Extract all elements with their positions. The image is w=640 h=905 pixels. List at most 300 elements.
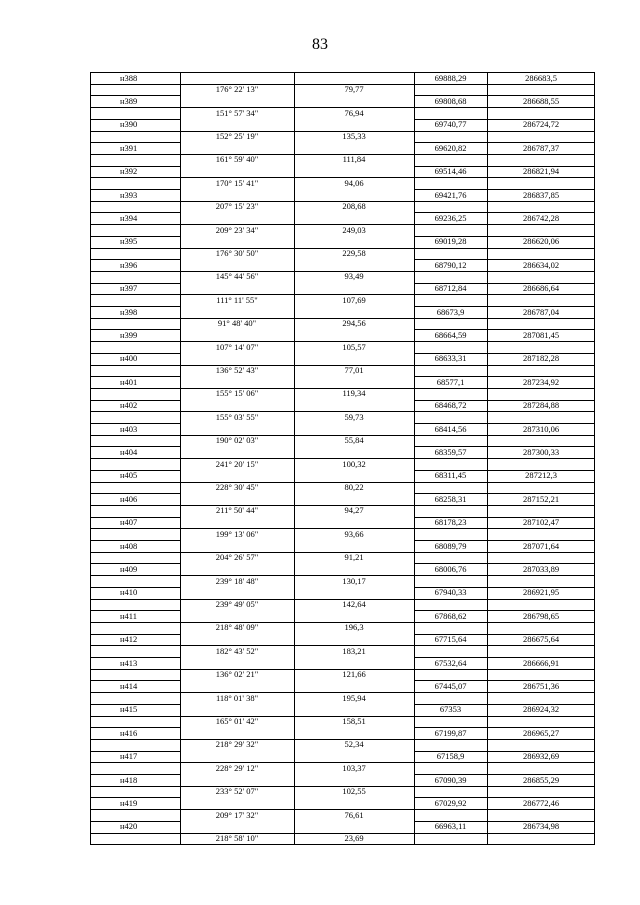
table-rule [90, 458, 595, 459]
coord-y: 286798,65 [522, 610, 560, 621]
point-row [90, 680, 595, 692]
table-rule [90, 727, 180, 728]
coord-x: 68089,79 [434, 540, 467, 551]
table-rule [414, 119, 595, 120]
direction-angle: 155° 15' 06" [215, 388, 259, 399]
table-rule [90, 72, 595, 73]
table-rule [414, 166, 595, 167]
segment-length: 93,66 [344, 528, 364, 539]
direction-angle: 176° 22' 13" [215, 84, 259, 95]
direction-angle: 118° 01' 38" [215, 692, 259, 703]
table-rule [414, 587, 595, 588]
direction-angle: 241° 20' 15" [215, 458, 259, 469]
column-rule [414, 72, 415, 844]
table-rule [90, 271, 595, 272]
table-rule [414, 376, 595, 377]
coord-x: 68414,56 [434, 423, 467, 434]
table-rule [90, 587, 180, 588]
coord-x: 68664,59 [434, 329, 467, 340]
direction-angle: 111° 11' 55" [216, 294, 258, 305]
table-rule [414, 751, 595, 752]
segment-row [90, 107, 595, 119]
point-row [90, 704, 595, 716]
table-rule [90, 236, 180, 237]
point-row [90, 119, 595, 131]
point-name: н402 [120, 400, 138, 411]
segment-length: 94,27 [344, 505, 364, 516]
coord-x: 68673,9 [436, 306, 465, 317]
direction-angle: 152° 25' 19" [215, 131, 259, 142]
coord-y: 287033,89 [522, 563, 560, 574]
coord-x: 66963,11 [434, 821, 467, 832]
table-rule [90, 107, 595, 108]
segment-row [90, 294, 595, 306]
point-row [90, 329, 595, 341]
table-rule [414, 259, 595, 260]
point-name: н406 [120, 493, 138, 504]
page-number: 83 [312, 36, 328, 53]
table-rule [90, 306, 180, 307]
coord-y: 286683,5 [525, 72, 557, 83]
direction-angle: 182° 43' 52" [215, 645, 259, 656]
point-row [90, 751, 595, 763]
table-rule [414, 680, 595, 681]
table-rule [90, 657, 180, 658]
coord-y: 286772,46 [522, 797, 560, 808]
point-name: н419 [120, 797, 138, 808]
table-rule [90, 634, 180, 635]
segment-row [90, 248, 595, 260]
table-rule [414, 446, 595, 447]
point-name: н407 [120, 517, 138, 528]
direction-angle: 161° 59' 40" [215, 154, 259, 165]
table-rule [90, 622, 595, 623]
point-name: н410 [120, 587, 138, 598]
segment-length: 103,37 [342, 762, 366, 773]
table-rule [90, 704, 180, 705]
segment-length: 93,49 [344, 271, 364, 282]
segment-row [90, 435, 595, 447]
table-rule [90, 493, 180, 494]
coord-x: 67445,07 [434, 680, 467, 691]
segment-row [90, 388, 595, 400]
segment-length: 23,69 [344, 833, 364, 844]
table-rule [90, 119, 180, 120]
coord-y: 287071,64 [522, 540, 560, 551]
coord-x: 67868,62 [434, 610, 467, 621]
segment-length: 76,94 [344, 107, 364, 118]
table-rule [414, 797, 595, 798]
table-rule [414, 634, 595, 635]
table-rule [90, 224, 595, 225]
table-rule [90, 177, 595, 178]
table-rule [414, 540, 595, 541]
point-name: н400 [120, 353, 138, 364]
coord-y: 286855,29 [522, 774, 560, 785]
segment-length: 208,68 [342, 201, 366, 212]
point-row [90, 540, 595, 552]
table-rule [90, 166, 180, 167]
table-rule [90, 435, 595, 436]
table-rule [414, 610, 595, 611]
table-rule [414, 657, 595, 658]
segment-row [90, 224, 595, 236]
table-rule [90, 423, 180, 424]
segment-length: 94,06 [344, 177, 364, 188]
point-name: н405 [120, 470, 138, 481]
table-rule [90, 821, 180, 822]
segment-row [90, 84, 595, 96]
segment-length: 195,94 [342, 692, 366, 703]
coord-y: 287081,45 [522, 329, 560, 340]
table-rule [90, 610, 180, 611]
coord-x: 69236,25 [434, 212, 467, 223]
coord-x: 68359,57 [434, 446, 467, 457]
direction-angle: 211° 50' 44" [215, 505, 259, 516]
coord-x: 68468,72 [434, 400, 467, 411]
coord-y: 287284,88 [522, 400, 560, 411]
direction-angle: 239° 18' 48" [215, 575, 259, 586]
table-rule [414, 517, 595, 518]
column-rule [180, 72, 181, 844]
point-name: н420 [120, 821, 138, 832]
coord-x: 68006,76 [434, 563, 467, 574]
table-rule [90, 400, 180, 401]
point-name: н394 [120, 212, 138, 223]
table-rule [414, 470, 595, 471]
direction-angle: 228° 30' 45" [215, 482, 259, 493]
coord-y: 286742,28 [522, 212, 560, 223]
segment-row [90, 669, 595, 681]
segment-length: 249,03 [342, 224, 366, 235]
segment-row [90, 599, 595, 611]
table-rule [90, 411, 595, 412]
coord-x: 69514,46 [434, 166, 467, 177]
point-row [90, 610, 595, 622]
direction-angle: 155° 03' 55" [215, 411, 259, 422]
table-rule [90, 376, 180, 377]
segment-row [90, 716, 595, 728]
point-name: н398 [120, 306, 138, 317]
table-rule [90, 645, 595, 646]
table-rule [90, 716, 595, 717]
point-row [90, 400, 595, 412]
segment-row [90, 154, 595, 166]
table-rule [90, 669, 595, 670]
point-name: н392 [120, 166, 138, 177]
table-rule [414, 353, 595, 354]
coord-y: 286821,94 [522, 166, 560, 177]
coord-y: 286620,06 [522, 236, 560, 247]
direction-angle: 107° 14' 07" [215, 341, 259, 352]
coord-x: 67940,33 [434, 587, 467, 598]
segment-length: 196,3 [344, 622, 364, 633]
table-rule [90, 774, 180, 775]
direction-angle: 91° 48' 40" [217, 318, 257, 329]
point-name: н418 [120, 774, 138, 785]
table-rule [90, 318, 595, 319]
point-row [90, 353, 595, 365]
segment-row [90, 177, 595, 189]
table-rule [90, 599, 595, 600]
coord-x: 67353 [439, 704, 462, 715]
point-row [90, 259, 595, 271]
coord-x: 67158,9 [436, 751, 465, 762]
segment-length: 119,34 [342, 388, 366, 399]
direction-angle: 218° 48' 09" [215, 622, 259, 633]
direction-angle: 176° 30' 50" [215, 248, 259, 259]
coord-y: 286634,02 [522, 259, 560, 270]
point-row [90, 283, 595, 295]
coord-y: 286751,36 [522, 680, 560, 691]
point-name: н414 [120, 680, 138, 691]
table-rule [414, 423, 595, 424]
coord-x: 68258,31 [434, 493, 467, 504]
table-rule [90, 248, 595, 249]
table-rule [90, 365, 595, 366]
segment-row [90, 552, 595, 564]
point-name: н413 [120, 657, 138, 668]
table-rule [90, 762, 595, 763]
point-row [90, 563, 595, 575]
coord-x: 67199,87 [434, 727, 467, 738]
coord-y: 286787,04 [522, 306, 560, 317]
segment-length: 102,55 [342, 786, 366, 797]
direction-angle: 136° 52' 43" [215, 365, 259, 376]
segment-length: 80,22 [344, 482, 364, 493]
point-row [90, 727, 595, 739]
point-name: н411 [120, 610, 137, 621]
segment-length: 91,21 [344, 552, 364, 563]
table-rule [90, 563, 180, 564]
table-rule [90, 283, 180, 284]
segment-row [90, 131, 595, 143]
point-name: н416 [120, 727, 138, 738]
coord-x: 69019,28 [434, 236, 467, 247]
table-rule [414, 212, 595, 213]
table-rule [414, 95, 595, 96]
direction-angle: 190° 02' 03" [215, 435, 259, 446]
segment-length: 130,17 [342, 575, 366, 586]
point-row [90, 306, 595, 318]
point-row [90, 95, 595, 107]
coord-y: 287212,3 [525, 470, 557, 481]
point-row [90, 797, 595, 809]
coordinate-table [90, 72, 595, 844]
coord-x: 68790,12 [434, 259, 467, 270]
coord-x: 69888,29 [434, 72, 467, 83]
table-rule [90, 142, 180, 143]
point-name: н390 [120, 119, 138, 130]
segment-row [90, 809, 595, 821]
column-rule [487, 72, 488, 844]
table-rule [90, 528, 595, 529]
point-name: н399 [120, 329, 138, 340]
table-rule [90, 201, 595, 202]
table-rule [414, 821, 595, 822]
coord-y: 286965,27 [522, 727, 560, 738]
segment-row [90, 739, 595, 751]
table-rule [90, 552, 595, 553]
point-name: н393 [120, 189, 138, 200]
coord-x: 69740,77 [434, 119, 467, 130]
coord-x: 67029,92 [434, 797, 467, 808]
segment-row [90, 622, 595, 634]
point-name: н417 [120, 751, 138, 762]
point-name: н396 [120, 259, 138, 270]
point-row [90, 657, 595, 669]
segment-row [90, 201, 595, 213]
point-name: н408 [120, 540, 138, 551]
coord-y: 287102,47 [522, 517, 560, 528]
segment-row [90, 271, 595, 283]
coord-y: 287152,21 [522, 493, 560, 504]
coord-y: 286675,64 [522, 634, 560, 645]
coord-y: 287310,06 [522, 423, 560, 434]
segment-row [90, 411, 595, 423]
direction-angle: 165° 01' 42" [215, 716, 259, 727]
direction-angle: 218° 29' 32" [215, 739, 259, 750]
point-name: н401 [120, 376, 138, 387]
point-name: н389 [120, 95, 138, 106]
direction-angle: 145° 44' 56" [215, 271, 259, 282]
direction-angle: 136° 02' 21" [215, 669, 259, 680]
segment-length: 105,57 [342, 341, 366, 352]
segment-length: 76,61 [344, 809, 364, 820]
table-rule [90, 259, 180, 260]
coord-y: 286688,55 [522, 95, 560, 106]
point-row [90, 634, 595, 646]
coord-y: 287182,28 [522, 353, 560, 364]
segment-length: 294,56 [342, 318, 366, 329]
point-row [90, 423, 595, 435]
direction-angle: 218° 58' 10" [215, 833, 259, 844]
coord-x: 67532,64 [434, 657, 467, 668]
point-row [90, 821, 595, 833]
table-rule [90, 797, 180, 798]
segment-row [90, 341, 595, 353]
segment-length: 142,64 [342, 599, 366, 610]
coord-y: 286787,37 [522, 142, 560, 153]
point-row [90, 774, 595, 786]
segment-length: 79,77 [344, 84, 364, 95]
segment-length: 111,84 [342, 154, 366, 165]
table-rule [414, 727, 595, 728]
table-rule [414, 189, 595, 190]
table-rule [90, 505, 595, 506]
point-name: н409 [120, 563, 138, 574]
table-rule [90, 84, 595, 85]
coord-x: 67090,39 [434, 774, 467, 785]
table-rule [90, 353, 180, 354]
coord-y: 286932,69 [522, 751, 560, 762]
segment-length: 55,84 [344, 435, 364, 446]
point-row [90, 376, 595, 388]
table-rule [90, 131, 595, 132]
table-rule [90, 575, 595, 576]
table-rule [90, 680, 180, 681]
coord-x: 69620,82 [434, 142, 467, 153]
coord-x: 68633,31 [434, 353, 467, 364]
coord-y: 287234,92 [522, 376, 560, 387]
segment-row [90, 482, 595, 494]
direction-angle: 228° 29' 12" [215, 762, 259, 773]
point-row [90, 517, 595, 529]
table-rule [90, 388, 595, 389]
segment-length: 229,58 [342, 248, 366, 259]
segment-length: 100,32 [342, 458, 366, 469]
table-rule [90, 329, 180, 330]
point-name: н415 [120, 704, 138, 715]
direction-angle: 151° 57' 34" [215, 107, 259, 118]
point-row [90, 189, 595, 201]
segment-row [90, 692, 595, 704]
point-name: н403 [120, 423, 138, 434]
coord-x: 69808,68 [434, 95, 467, 106]
segment-row [90, 318, 595, 330]
direction-angle: 233° 52' 07" [215, 786, 259, 797]
table-rule [90, 844, 595, 845]
table-rule [414, 306, 595, 307]
coord-y: 286734,98 [522, 821, 560, 832]
coord-x: 68577,1 [436, 376, 465, 387]
direction-angle: 209° 17' 32" [215, 809, 259, 820]
point-row [90, 142, 595, 154]
point-name: н391 [120, 142, 138, 153]
table-rule [90, 751, 180, 752]
table-rule [90, 446, 180, 447]
segment-row [90, 528, 595, 540]
segment-length: 135,33 [342, 131, 366, 142]
coord-y: 286686,64 [522, 283, 560, 294]
point-row [90, 470, 595, 482]
segment-length: 121,66 [342, 669, 366, 680]
point-row [90, 493, 595, 505]
direction-angle: 207° 15' 23" [215, 201, 259, 212]
segment-row [90, 505, 595, 517]
segment-length: 52,34 [344, 739, 364, 750]
table-rule [414, 774, 595, 775]
point-name: н395 [120, 236, 138, 247]
table-rule [414, 704, 595, 705]
segment-row [90, 365, 595, 377]
segment-length: 59,73 [344, 411, 364, 422]
segment-row [90, 833, 595, 845]
segment-row [90, 575, 595, 587]
segment-length: 183,21 [342, 645, 366, 656]
table-rule [90, 154, 595, 155]
table-rule [90, 833, 595, 834]
coord-x: 68178,23 [434, 517, 467, 528]
table-rule [90, 786, 595, 787]
segment-row [90, 458, 595, 470]
coord-x: 67715,64 [434, 634, 467, 645]
table-rule [90, 189, 180, 190]
table-rule [414, 563, 595, 564]
column-rule [90, 72, 91, 844]
direction-angle: 199° 13' 06" [215, 528, 259, 539]
table-rule [414, 400, 595, 401]
coord-x: 69421,76 [434, 189, 467, 200]
point-name: н404 [120, 446, 138, 457]
point-row [90, 72, 595, 84]
point-row [90, 587, 595, 599]
table-rule [90, 482, 595, 483]
table-rule [414, 493, 595, 494]
segment-length: 77,01 [344, 365, 364, 376]
direction-angle: 204° 26' 57" [215, 552, 259, 563]
coord-y: 286724,72 [522, 119, 560, 130]
